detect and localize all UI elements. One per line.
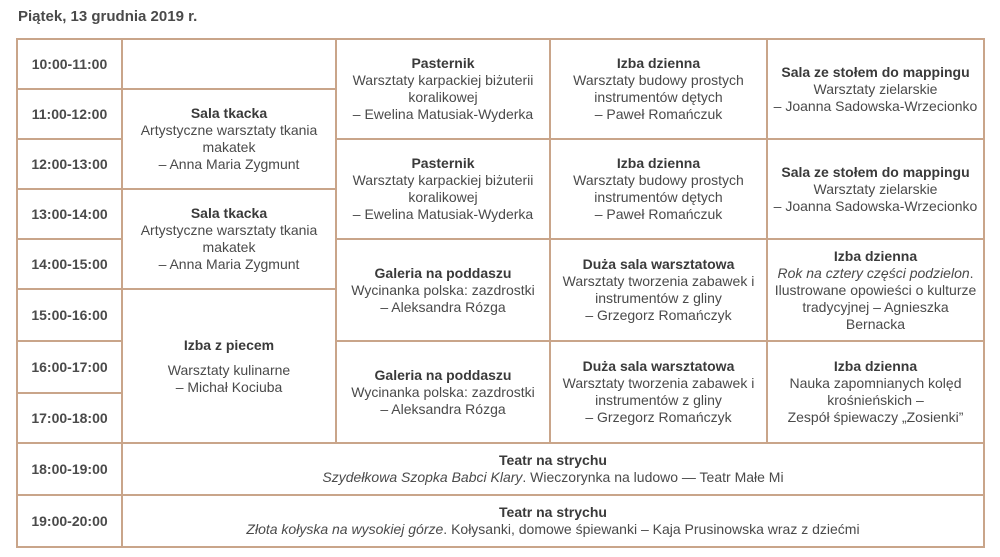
room-name: Izba dzienna [616,55,701,71]
event-cell [550,139,767,239]
event-description: Warsztaty karpackiej biżuterii koralikowej [352,72,534,105]
event-description-text: . Kołysanki, domowe śpiewanki – Kaja Prusinowska wraz z dziećmi [443,521,860,537]
event-cell [767,139,984,239]
event-description-text: . Ilustrowane opowieści o kulturze tradycyjnej – Agnieszka Bernacka [774,264,977,332]
event-cell [336,239,550,341]
table-row [17,443,984,495]
event-cell [122,289,336,443]
event-host: – Aleksandra Rózga [380,298,506,315]
event-title-italic: Szydełkowa Szopka Babci Klary [322,469,523,485]
event-host: – Paweł Romańczuk [594,106,723,122]
event-host: – Ewelina Matusiak-Wyderka [352,206,534,222]
event-cell-wide [122,495,984,547]
event-description: Warsztaty budowy prostych instrumentów dętych [573,72,744,105]
event-cell [550,39,767,139]
room-name: Galeria na poddaszu [374,366,512,383]
event-cell [122,189,336,289]
table-row [17,495,984,547]
room-name: Duża sala warsztatowa [582,358,735,374]
event-host: – Paweł Romańczuk [594,206,723,222]
event-cell-wide [122,443,984,495]
room-name: Pasternik [411,55,475,71]
event-cell [336,39,550,139]
time-cell: 12:00-13:00 [17,139,122,189]
time-cell: 19:00-20:00 [17,495,122,547]
event-host: – Aleksandra Rózga [380,400,506,417]
event-description [127,521,979,538]
event-cell [336,341,550,443]
schedule-table [16,38,985,548]
room-name: Sala ze stołem do mappingu [781,63,970,80]
event-description: Wycinanka polska: zazdrostki [351,281,535,298]
event-host: – Ewelina Matusiak-Wyderka [352,106,534,122]
event-host: – Grzegorz Romańczyk [585,307,732,323]
room-name: Sala tkacka [190,105,268,121]
empty-cell [122,39,336,89]
time-cell: 15:00-16:00 [17,289,122,341]
time-cell: 14:00-15:00 [17,239,122,289]
room-name: Teatr na strychu [499,504,607,520]
event-description: Warsztaty tworzenia zabawek i instrumentów z gliny [562,375,755,408]
event-cell [550,341,767,443]
event-host: – Michał Kociuba [175,378,283,395]
room-name: Izba z piecem [183,336,275,353]
event-description: Nauka zapomnianych kolęd krośnieńskich – [789,375,962,408]
room-name: Izba dzienna [616,155,701,171]
event-host: – Anna Maria Zygmunt [158,156,300,172]
event-description: Warsztaty kulinarne [167,361,291,378]
time-cell: 11:00-12:00 [17,89,122,139]
event-description: Wycinanka polska: zazdrostki [351,383,535,400]
event-description: Warsztaty karpackiej biżuterii koralikowej [352,172,534,205]
time-cell: 16:00-17:00 [17,341,122,393]
event-host: – Grzegorz Romańczyk [585,409,732,425]
time-cell: 13:00-14:00 [17,189,122,239]
room-name: Pasternik [411,155,475,171]
event-description: Artystyczne warsztaty tkania makatek [140,122,318,155]
room-name: Sala ze stołem do mappingu [781,163,970,180]
room-name: Teatr na strychu [499,452,607,468]
time-cell: 10:00-11:00 [17,39,122,89]
event-description: Warsztaty zielarskie [813,180,938,197]
event-description [127,469,979,486]
event-title-italic: Złota kołyska na wysokiej górze [246,521,444,537]
event-host: Zespół śpiewaczy „Zosienki” [787,409,964,425]
event-host: – Joanna Sadowska-Wrzecionko [773,197,978,214]
event-cell [767,239,984,341]
time-cell: 18:00-19:00 [17,443,122,495]
event-host: – Joanna Sadowska-Wrzecionko [773,97,978,114]
event-description-text: . Wieczorynka na ludowo — Teatr Małe Mi [522,469,784,485]
room-name: Izba dzienna [833,247,918,264]
room-name: Galeria na poddaszu [374,264,512,281]
event-cell [767,39,984,139]
event-description: Warsztaty tworzenia zabawek i instrumentów z gliny [562,273,755,306]
event-cell [767,341,984,443]
room-name: Sala tkacka [190,205,268,221]
event-cell [122,89,336,189]
event-description: Warsztaty budowy prostych instrumentów dętych [573,172,744,205]
page-title: Piątek, 13 grudnia 2019 r. [18,8,198,25]
event-description [772,265,979,333]
event-cell [336,139,550,239]
table-row [17,39,984,89]
event-cell [550,239,767,341]
room-name: Izba dzienna [833,358,918,374]
time-cell: 17:00-18:00 [17,393,122,443]
event-title-italic: Rok na cztery części podzielon [777,264,970,281]
event-description: Artystyczne warsztaty tkania makatek [140,222,318,255]
event-host: – Anna Maria Zygmunt [158,256,300,272]
room-name: Duża sala warsztatowa [582,256,735,272]
event-description: Warsztaty zielarskie [813,80,938,97]
